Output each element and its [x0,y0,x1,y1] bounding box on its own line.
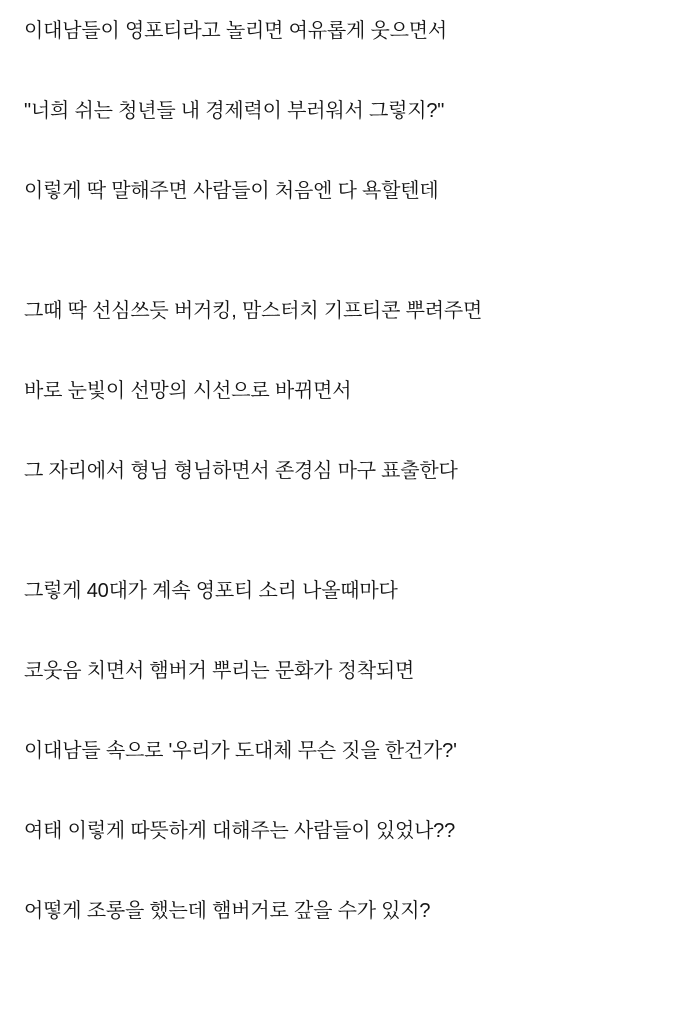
text-line: 어떻게 조롱을 했는데 햄버거로 갚을 수가 있지? [24,900,431,922]
text-line: 이렇게 딱 말해주면 사람들이 처음엔 다 욕할텐데 [24,180,439,202]
text-line: 바로 눈빛이 선망의 시선으로 바뀌면서 [24,380,352,402]
text-line: 여태 이렇게 따뜻하게 대해주는 사람들이 있었나?? [24,820,456,842]
text-line: 코웃음 치면서 햄버거 뿌리는 문화가 정착되면 [24,660,415,682]
text-line: 그렇게 40대가 계속 영포티 소리 나올때마다 [24,580,398,602]
text-line: 그 자리에서 형님 형님하면서 존경심 마구 표출한다 [24,460,458,482]
text-line: "너희 쉬는 청년들 내 경제력이 부러워서 그렇지?" [24,100,445,122]
document-text-block [24,18,676,924]
text-line: 그때 딱 선심쓰듯 버거킹, 맘스터치 기프티콘 뿌려주면 [24,300,483,322]
text-line: 이대남들 속으로 '우리가 도대체 무슨 짓을 한건가?' [24,740,457,762]
text-line: 이대남들이 영포티라고 놀리면 여유롭게 웃으면서 [24,20,447,42]
